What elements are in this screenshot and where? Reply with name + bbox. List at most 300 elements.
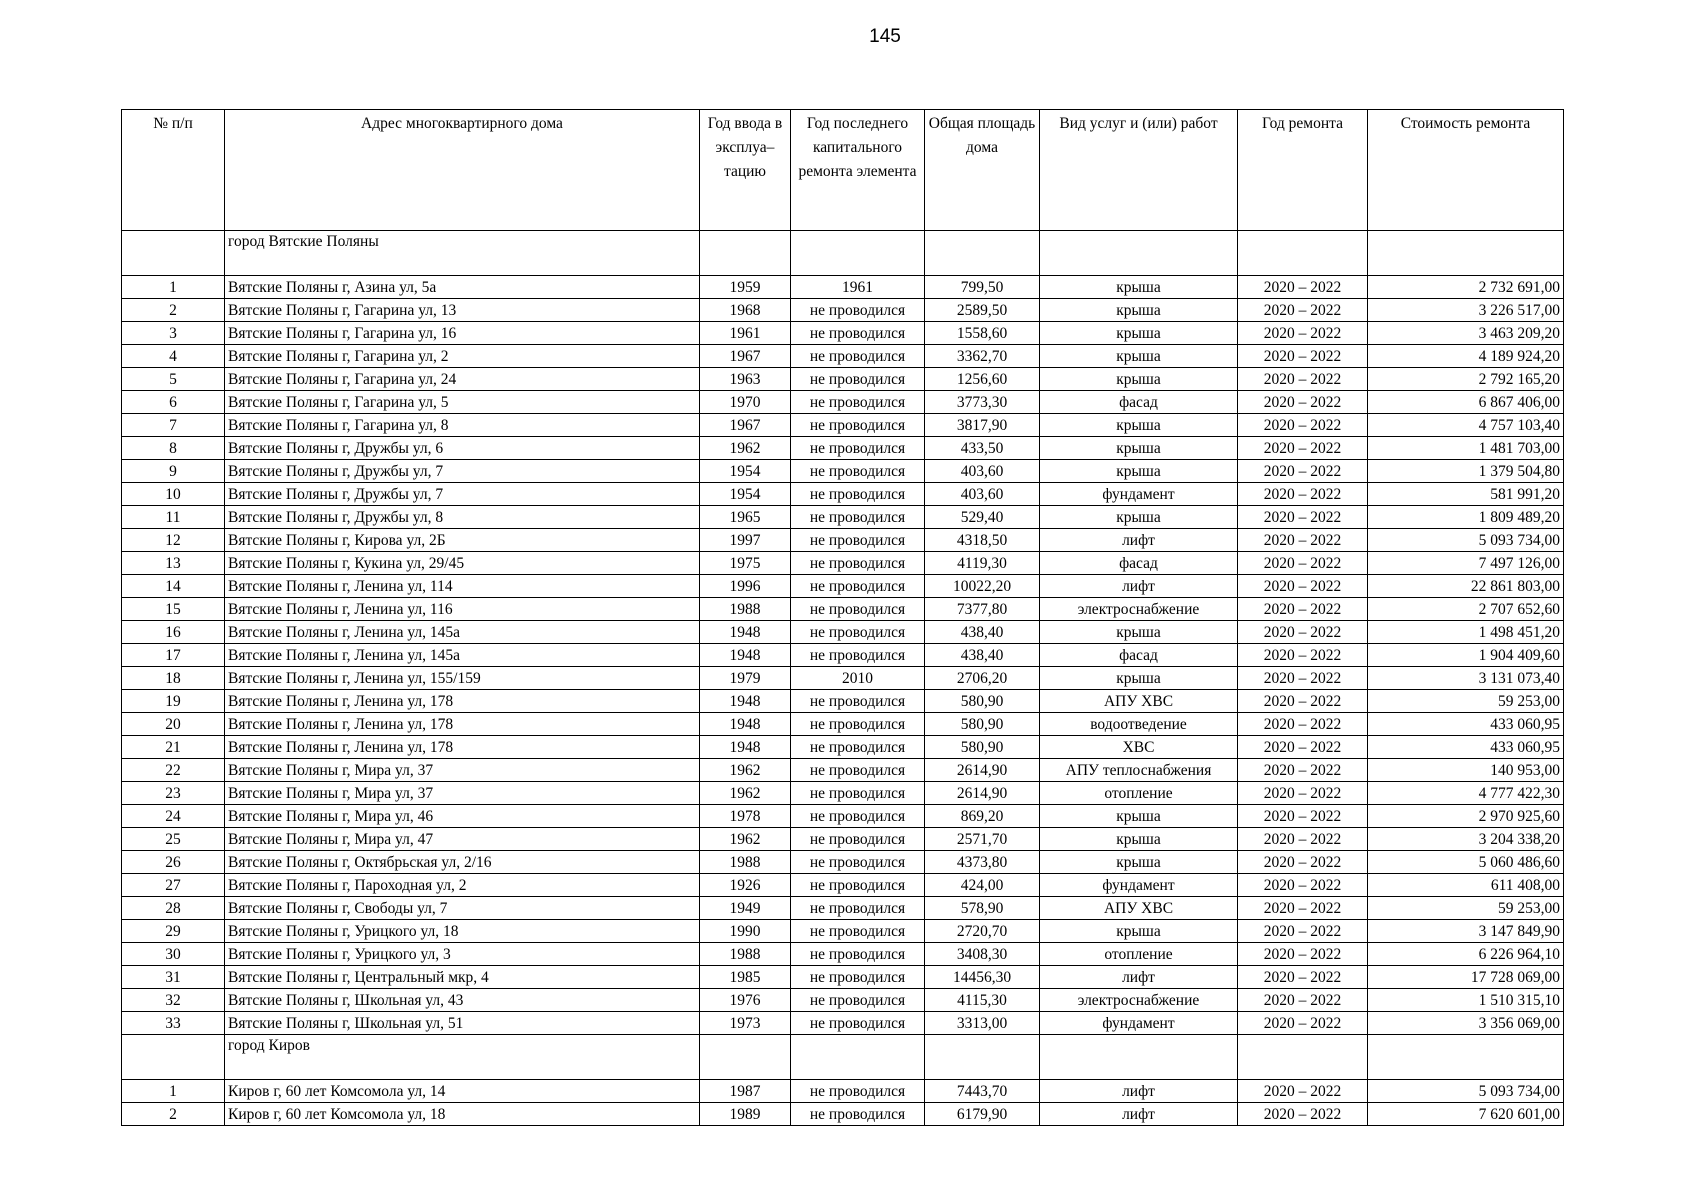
cell-area: 2614,90 xyxy=(925,759,1040,782)
cell-cost: 59 253,00 xyxy=(1368,897,1564,920)
cell-year-built: 1975 xyxy=(700,552,791,575)
cell-cost: 3 204 338,20 xyxy=(1368,828,1564,851)
table-row xyxy=(122,368,1564,391)
cell-address: Вятские Поляны г, Дружбы ул, 8 xyxy=(225,506,700,529)
cell-cost: 1 510 315,10 xyxy=(1368,989,1564,1012)
cell-cost: 3 356 069,00 xyxy=(1368,1012,1564,1035)
cell-service: крыша xyxy=(1040,920,1238,943)
cell-cost: 5 093 734,00 xyxy=(1368,1080,1564,1103)
cell-service: крыша xyxy=(1040,322,1238,345)
cell-last-repair: не проводился xyxy=(791,782,925,805)
cell-repair-year: 2020 – 2022 xyxy=(1238,1080,1368,1103)
cell-num: 18 xyxy=(122,667,225,690)
cell-cost: 3 147 849,90 xyxy=(1368,920,1564,943)
cell-cost: 1 498 451,20 xyxy=(1368,621,1564,644)
cell-last-repair: не проводился xyxy=(791,552,925,575)
cell-area: 3817,90 xyxy=(925,414,1040,437)
cell-year-built: 1949 xyxy=(700,897,791,920)
cell-num: 9 xyxy=(122,460,225,483)
cell-area: 2571,70 xyxy=(925,828,1040,851)
cell-last-repair: не проводился xyxy=(791,368,925,391)
cell-cost: 433 060,95 xyxy=(1368,713,1564,736)
cell-year-built: 1954 xyxy=(700,460,791,483)
cell-year-built: 1967 xyxy=(700,345,791,368)
table-row xyxy=(122,552,1564,575)
cell-year-built: 1954 xyxy=(700,483,791,506)
cell-service: лифт xyxy=(1040,529,1238,552)
cell-cost: 5 093 734,00 xyxy=(1368,529,1564,552)
cell-area: 3408,30 xyxy=(925,943,1040,966)
header-year-built: Год ввода в эксплуа–тацию xyxy=(700,110,791,231)
table-body xyxy=(122,231,1564,1126)
cell-cost: 2 970 925,60 xyxy=(1368,805,1564,828)
cell-area: 2589,50 xyxy=(925,299,1040,322)
page-number: 145 xyxy=(869,26,901,47)
table-row xyxy=(122,276,1564,299)
cell-service: крыша xyxy=(1040,414,1238,437)
cell-year-built: 1926 xyxy=(700,874,791,897)
table-row xyxy=(122,414,1564,437)
cell-last-repair: 1961 xyxy=(791,276,925,299)
cell-address: Вятские Поляны г, Мира ул, 37 xyxy=(225,759,700,782)
section-empty-cell xyxy=(700,1035,791,1080)
table-row xyxy=(122,644,1564,667)
cell-num: 33 xyxy=(122,1012,225,1035)
cell-repair-year: 2020 – 2022 xyxy=(1238,299,1368,322)
cell-address: Вятские Поляны г, Дружбы ул, 6 xyxy=(225,437,700,460)
table-row xyxy=(122,621,1564,644)
cell-num: 8 xyxy=(122,437,225,460)
cell-repair-year: 2020 – 2022 xyxy=(1238,506,1368,529)
cell-cost: 1 481 703,00 xyxy=(1368,437,1564,460)
table-row xyxy=(122,598,1564,621)
cell-year-built: 1988 xyxy=(700,598,791,621)
cell-address: Вятские Поляны г, Гагарина ул, 5 xyxy=(225,391,700,414)
cell-repair-year: 2020 – 2022 xyxy=(1238,1012,1368,1035)
cell-address: Вятские Поляны г, Азина ул, 5а xyxy=(225,276,700,299)
cell-cost: 2 792 165,20 xyxy=(1368,368,1564,391)
cell-address: Вятские Поляны г, Гагарина ул, 2 xyxy=(225,345,700,368)
cell-num: 16 xyxy=(122,621,225,644)
cell-last-repair: не проводился xyxy=(791,759,925,782)
cell-address: Вятские Поляны г, Гагарина ул, 13 xyxy=(225,299,700,322)
cell-address: Вятские Поляны г, Гагарина ул, 24 xyxy=(225,368,700,391)
section-empty-cell xyxy=(1238,1035,1368,1080)
cell-service: АПУ ХВС xyxy=(1040,690,1238,713)
cell-service: фасад xyxy=(1040,552,1238,575)
cell-address: Вятские Поляны г, Гагарина ул, 8 xyxy=(225,414,700,437)
section-empty-cell xyxy=(1238,231,1368,276)
cell-service: отопление xyxy=(1040,943,1238,966)
cell-area: 4115,30 xyxy=(925,989,1040,1012)
cell-num: 21 xyxy=(122,736,225,759)
section-empty-cell xyxy=(791,231,925,276)
cell-area: 433,50 xyxy=(925,437,1040,460)
cell-service: крыша xyxy=(1040,851,1238,874)
cell-last-repair: не проводился xyxy=(791,1012,925,1035)
cell-area: 4318,50 xyxy=(925,529,1040,552)
cell-repair-year: 2020 – 2022 xyxy=(1238,621,1368,644)
cell-address: Киров г, 60 лет Комсомола ул, 14 xyxy=(225,1080,700,1103)
cell-year-built: 1976 xyxy=(700,989,791,1012)
cell-year-built: 1948 xyxy=(700,621,791,644)
section-empty-cell xyxy=(791,1035,925,1080)
cell-last-repair: не проводился xyxy=(791,621,925,644)
cell-address: Вятские Поляны г, Ленина ул, 145а xyxy=(225,644,700,667)
cell-area: 14456,30 xyxy=(925,966,1040,989)
cell-last-repair: не проводился xyxy=(791,460,925,483)
cell-repair-year: 2020 – 2022 xyxy=(1238,943,1368,966)
cell-last-repair: не проводился xyxy=(791,966,925,989)
table-row xyxy=(122,322,1564,345)
cell-year-built: 1962 xyxy=(700,782,791,805)
table-row xyxy=(122,782,1564,805)
cell-cost: 4 189 924,20 xyxy=(1368,345,1564,368)
cell-last-repair: не проводился xyxy=(791,437,925,460)
table-row xyxy=(122,828,1564,851)
header-repair-year: Год ремонта xyxy=(1238,110,1368,231)
cell-area: 578,90 xyxy=(925,897,1040,920)
cell-area: 2720,70 xyxy=(925,920,1040,943)
section-header-row xyxy=(122,1035,1564,1080)
cell-repair-year: 2020 – 2022 xyxy=(1238,759,1368,782)
cell-last-repair: не проводился xyxy=(791,391,925,414)
cell-num: 13 xyxy=(122,552,225,575)
cell-address: Вятские Поляны г, Ленина ул, 155/159 xyxy=(225,667,700,690)
cell-repair-year: 2020 – 2022 xyxy=(1238,897,1368,920)
cell-cost: 140 953,00 xyxy=(1368,759,1564,782)
cell-year-built: 1948 xyxy=(700,713,791,736)
cell-cost: 1 904 409,60 xyxy=(1368,644,1564,667)
table-row xyxy=(122,920,1564,943)
cell-year-built: 1989 xyxy=(700,1103,791,1126)
cell-repair-year: 2020 – 2022 xyxy=(1238,575,1368,598)
cell-last-repair: не проводился xyxy=(791,644,925,667)
cell-year-built: 1985 xyxy=(700,966,791,989)
cell-area: 799,50 xyxy=(925,276,1040,299)
table-row xyxy=(122,851,1564,874)
repair-registry-table xyxy=(121,109,1564,1126)
cell-cost: 1 379 504,80 xyxy=(1368,460,1564,483)
cell-address: Вятские Поляны г, Гагарина ул, 16 xyxy=(225,322,700,345)
cell-last-repair: не проводился xyxy=(791,874,925,897)
cell-service: крыша xyxy=(1040,621,1238,644)
cell-service: электроснабжение xyxy=(1040,989,1238,1012)
cell-repair-year: 2020 – 2022 xyxy=(1238,644,1368,667)
cell-year-built: 1979 xyxy=(700,667,791,690)
cell-num: 3 xyxy=(122,322,225,345)
cell-last-repair: не проводился xyxy=(791,1103,925,1126)
cell-cost: 4 757 103,40 xyxy=(1368,414,1564,437)
cell-year-built: 1962 xyxy=(700,437,791,460)
cell-address: Вятские Поляны г, Ленина ул, 178 xyxy=(225,736,700,759)
cell-service: фундамент xyxy=(1040,874,1238,897)
cell-address: Вятские Поляны г, Дружбы ул, 7 xyxy=(225,483,700,506)
section-empty-cell xyxy=(925,1035,1040,1080)
cell-year-built: 1948 xyxy=(700,736,791,759)
cell-num: 25 xyxy=(122,828,225,851)
cell-area: 580,90 xyxy=(925,713,1040,736)
cell-last-repair: не проводился xyxy=(791,299,925,322)
table-row xyxy=(122,391,1564,414)
cell-address: Вятские Поляны г, Пароходная ул, 2 xyxy=(225,874,700,897)
cell-address: Вятские Поляны г, Кирова ул, 2Б xyxy=(225,529,700,552)
cell-cost: 581 991,20 xyxy=(1368,483,1564,506)
cell-repair-year: 2020 – 2022 xyxy=(1238,414,1368,437)
cell-year-built: 1963 xyxy=(700,368,791,391)
cell-cost: 17 728 069,00 xyxy=(1368,966,1564,989)
cell-area: 10022,20 xyxy=(925,575,1040,598)
cell-last-repair: не проводился xyxy=(791,943,925,966)
table-row xyxy=(122,989,1564,1012)
cell-last-repair: не проводился xyxy=(791,414,925,437)
cell-area: 438,40 xyxy=(925,644,1040,667)
cell-service: крыша xyxy=(1040,368,1238,391)
table-row xyxy=(122,966,1564,989)
cell-address: Вятские Поляны г, Урицкого ул, 18 xyxy=(225,920,700,943)
cell-service: крыша xyxy=(1040,667,1238,690)
cell-last-repair: не проводился xyxy=(791,690,925,713)
cell-num: 32 xyxy=(122,989,225,1012)
cell-num: 1 xyxy=(122,276,225,299)
cell-repair-year: 2020 – 2022 xyxy=(1238,437,1368,460)
cell-num: 20 xyxy=(122,713,225,736)
cell-cost: 4 777 422,30 xyxy=(1368,782,1564,805)
cell-address: Вятские Поляны г, Свободы ул, 7 xyxy=(225,897,700,920)
table-row xyxy=(122,943,1564,966)
cell-num: 14 xyxy=(122,575,225,598)
section-empty-cell xyxy=(122,231,225,276)
cell-num: 31 xyxy=(122,966,225,989)
cell-year-built: 1997 xyxy=(700,529,791,552)
cell-address: Вятские Поляны г, Мира ул, 47 xyxy=(225,828,700,851)
cell-num: 6 xyxy=(122,391,225,414)
cell-address: Вятские Поляны г, Ленина ул, 114 xyxy=(225,575,700,598)
cell-address: Вятские Поляны г, Урицкого ул, 3 xyxy=(225,943,700,966)
cell-year-built: 1973 xyxy=(700,1012,791,1035)
cell-year-built: 1962 xyxy=(700,828,791,851)
cell-year-built: 1987 xyxy=(700,1080,791,1103)
table-row xyxy=(122,299,1564,322)
cell-last-repair: не проводился xyxy=(791,1080,925,1103)
cell-num: 2 xyxy=(122,1103,225,1126)
cell-repair-year: 2020 – 2022 xyxy=(1238,460,1368,483)
cell-service: ХВС xyxy=(1040,736,1238,759)
cell-year-built: 1990 xyxy=(700,920,791,943)
cell-num: 1 xyxy=(122,1080,225,1103)
cell-area: 869,20 xyxy=(925,805,1040,828)
cell-cost: 7 620 601,00 xyxy=(1368,1103,1564,1126)
cell-area: 3773,30 xyxy=(925,391,1040,414)
cell-cost: 22 861 803,00 xyxy=(1368,575,1564,598)
section-empty-cell xyxy=(1040,1035,1238,1080)
table-row xyxy=(122,437,1564,460)
cell-last-repair: не проводился xyxy=(791,322,925,345)
section-title: город Киров xyxy=(225,1035,700,1080)
section-empty-cell xyxy=(1368,231,1564,276)
cell-service: АПУ ХВС xyxy=(1040,897,1238,920)
cell-address: Вятские Поляны г, Ленина ул, 178 xyxy=(225,690,700,713)
cell-address: Вятские Поляны г, Дружбы ул, 7 xyxy=(225,460,700,483)
cell-year-built: 1962 xyxy=(700,759,791,782)
cell-repair-year: 2020 – 2022 xyxy=(1238,989,1368,1012)
cell-address: Вятские Поляны г, Ленина ул, 178 xyxy=(225,713,700,736)
cell-area: 580,90 xyxy=(925,736,1040,759)
cell-cost: 3 131 073,40 xyxy=(1368,667,1564,690)
cell-last-repair: не проводился xyxy=(791,920,925,943)
table-row xyxy=(122,506,1564,529)
cell-last-repair: не проводился xyxy=(791,529,925,552)
cell-service: крыша xyxy=(1040,299,1238,322)
cell-address: Вятские Поляны г, Центральный мкр, 4 xyxy=(225,966,700,989)
section-title: город Вятские Поляны xyxy=(225,231,700,276)
section-empty-cell xyxy=(1040,231,1238,276)
cell-num: 12 xyxy=(122,529,225,552)
table-row xyxy=(122,575,1564,598)
table-row xyxy=(122,805,1564,828)
cell-cost: 5 060 486,60 xyxy=(1368,851,1564,874)
table-row xyxy=(122,1103,1564,1126)
cell-service: лифт xyxy=(1040,575,1238,598)
section-header-row xyxy=(122,231,1564,276)
cell-num: 19 xyxy=(122,690,225,713)
cell-cost: 2 732 691,00 xyxy=(1368,276,1564,299)
table-row xyxy=(122,736,1564,759)
cell-num: 4 xyxy=(122,345,225,368)
table-row xyxy=(122,1012,1564,1035)
cell-repair-year: 2020 – 2022 xyxy=(1238,966,1368,989)
section-empty-cell xyxy=(1368,1035,1564,1080)
cell-num: 11 xyxy=(122,506,225,529)
cell-area: 7377,80 xyxy=(925,598,1040,621)
cell-repair-year: 2020 – 2022 xyxy=(1238,276,1368,299)
cell-service: крыша xyxy=(1040,828,1238,851)
cell-num: 30 xyxy=(122,943,225,966)
cell-service: крыша xyxy=(1040,460,1238,483)
cell-cost: 59 253,00 xyxy=(1368,690,1564,713)
cell-cost: 3 463 209,20 xyxy=(1368,322,1564,345)
table-row xyxy=(122,759,1564,782)
cell-area: 3313,00 xyxy=(925,1012,1040,1035)
cell-num: 27 xyxy=(122,874,225,897)
cell-area: 7443,70 xyxy=(925,1080,1040,1103)
cell-year-built: 1965 xyxy=(700,506,791,529)
cell-repair-year: 2020 – 2022 xyxy=(1238,667,1368,690)
cell-cost: 3 226 517,00 xyxy=(1368,299,1564,322)
cell-repair-year: 2020 – 2022 xyxy=(1238,322,1368,345)
cell-area: 1558,60 xyxy=(925,322,1040,345)
cell-service: крыша xyxy=(1040,276,1238,299)
table-row xyxy=(122,690,1564,713)
cell-service: фундамент xyxy=(1040,483,1238,506)
cell-repair-year: 2020 – 2022 xyxy=(1238,552,1368,575)
cell-area: 3362,70 xyxy=(925,345,1040,368)
cell-year-built: 1948 xyxy=(700,690,791,713)
cell-service: фундамент xyxy=(1040,1012,1238,1035)
cell-year-built: 1968 xyxy=(700,299,791,322)
cell-year-built: 1988 xyxy=(700,851,791,874)
cell-num: 22 xyxy=(122,759,225,782)
cell-service: отопление xyxy=(1040,782,1238,805)
cell-num: 2 xyxy=(122,299,225,322)
header-num: № п/п xyxy=(122,110,225,231)
cell-num: 26 xyxy=(122,851,225,874)
section-empty-cell xyxy=(122,1035,225,1080)
cell-area: 580,90 xyxy=(925,690,1040,713)
cell-cost: 611 408,00 xyxy=(1368,874,1564,897)
section-empty-cell xyxy=(925,231,1040,276)
cell-address: Вятские Поляны г, Ленина ул, 145а xyxy=(225,621,700,644)
cell-year-built: 1967 xyxy=(700,414,791,437)
cell-year-built: 1959 xyxy=(700,276,791,299)
header-last-repair: Год последнего капитального ремонта элемента xyxy=(791,110,925,231)
cell-num: 28 xyxy=(122,897,225,920)
cell-service: лифт xyxy=(1040,1103,1238,1126)
cell-last-repair: не проводился xyxy=(791,989,925,1012)
header-address: Адрес многоквартирного дома xyxy=(225,110,700,231)
cell-service: лифт xyxy=(1040,966,1238,989)
cell-repair-year: 2020 – 2022 xyxy=(1238,345,1368,368)
cell-address: Киров г, 60 лет Комсомола ул, 18 xyxy=(225,1103,700,1126)
cell-cost: 433 060,95 xyxy=(1368,736,1564,759)
cell-service: электроснабжение xyxy=(1040,598,1238,621)
table-row xyxy=(122,713,1564,736)
cell-repair-year: 2020 – 2022 xyxy=(1238,713,1368,736)
cell-cost: 6 226 964,10 xyxy=(1368,943,1564,966)
cell-area: 4119,30 xyxy=(925,552,1040,575)
cell-last-repair: не проводился xyxy=(791,713,925,736)
cell-repair-year: 2020 – 2022 xyxy=(1238,782,1368,805)
cell-service: фасад xyxy=(1040,391,1238,414)
cell-last-repair: не проводился xyxy=(791,897,925,920)
cell-repair-year: 2020 – 2022 xyxy=(1238,736,1368,759)
cell-service: крыша xyxy=(1040,345,1238,368)
cell-num: 24 xyxy=(122,805,225,828)
cell-area: 403,60 xyxy=(925,460,1040,483)
cell-cost: 2 707 652,60 xyxy=(1368,598,1564,621)
cell-last-repair: не проводился xyxy=(791,506,925,529)
cell-repair-year: 2020 – 2022 xyxy=(1238,805,1368,828)
cell-area: 529,40 xyxy=(925,506,1040,529)
cell-service: водоотведение xyxy=(1040,713,1238,736)
cell-repair-year: 2020 – 2022 xyxy=(1238,391,1368,414)
cell-num: 15 xyxy=(122,598,225,621)
cell-last-repair: не проводился xyxy=(791,851,925,874)
table-row xyxy=(122,1080,1564,1103)
cell-address: Вятские Поляны г, Мира ул, 37 xyxy=(225,782,700,805)
cell-num: 23 xyxy=(122,782,225,805)
cell-area: 4373,80 xyxy=(925,851,1040,874)
cell-repair-year: 2020 – 2022 xyxy=(1238,529,1368,552)
cell-cost: 1 809 489,20 xyxy=(1368,506,1564,529)
cell-last-repair: не проводился xyxy=(791,598,925,621)
table-row xyxy=(122,345,1564,368)
cell-repair-year: 2020 – 2022 xyxy=(1238,483,1368,506)
cell-num: 10 xyxy=(122,483,225,506)
cell-year-built: 1988 xyxy=(700,943,791,966)
cell-area: 6179,90 xyxy=(925,1103,1040,1126)
cell-service: АПУ теплоснабжения xyxy=(1040,759,1238,782)
table-row xyxy=(122,529,1564,552)
cell-year-built: 1978 xyxy=(700,805,791,828)
cell-num: 7 xyxy=(122,414,225,437)
cell-last-repair: не проводился xyxy=(791,828,925,851)
cell-last-repair: не проводился xyxy=(791,575,925,598)
cell-service: фасад xyxy=(1040,644,1238,667)
table-row xyxy=(122,667,1564,690)
cell-address: Вятские Поляны г, Школьная ул, 51 xyxy=(225,1012,700,1035)
cell-area: 2614,90 xyxy=(925,782,1040,805)
